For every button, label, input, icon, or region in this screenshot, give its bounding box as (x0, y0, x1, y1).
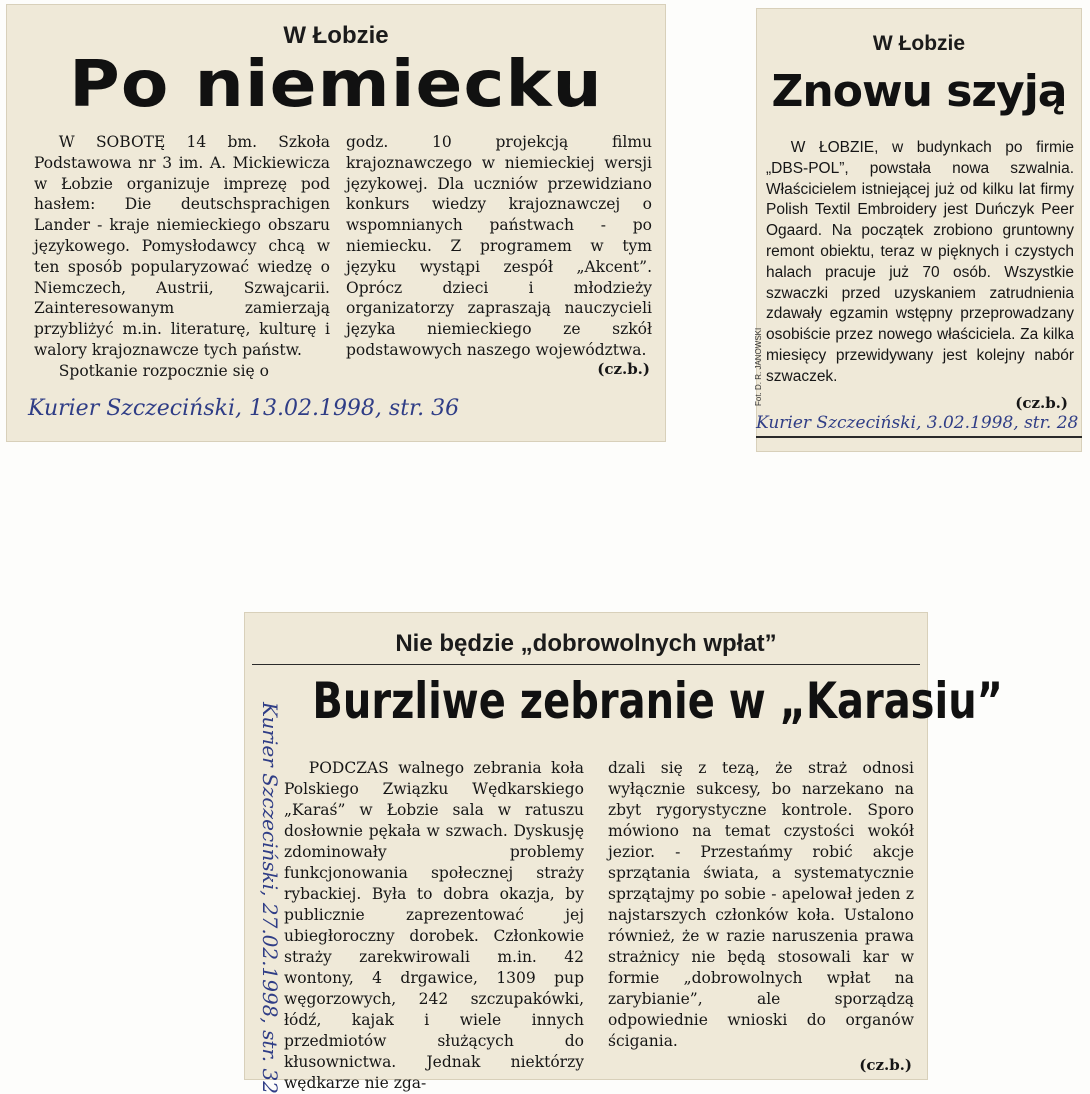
clipping-znowu-szyja (756, 8, 1082, 452)
handwritten-source-note: Kurier Szczeciński, 27.02.1998, str. 32 (258, 702, 282, 1094)
article-paragraph: Spotkanie rozpocznie się o (58, 361, 269, 380)
clipping-kicker: Nie będzie „dobrowolnych wpłat” (395, 630, 777, 657)
article-paragraph: PODCZAS walnego zebrania koła Polskiego Związku Wędkarskiego „Karaś” w Łobzie sala w ratuszu dosłownie pękała w szwach. Dyskusję zdominowały problemy funkcjonowania społecznej straży rybackiej. Była to dobra okazja, by publicznie zaprezentować jej ubiegłoroczny dorobek. Członkowie straży zarekwirowali m.in. 42 wontony, 4 drgawice, 1309 pup węgorzowych, 242 szczupakówki, łódź, kajak i wiele innych przedmiotów służących do kłusownictwa. Jednak niektórzy wędkarze nie zga- (284, 759, 584, 1092)
article-paragraph: W SOBOTĘ 14 bm. Szkoła Podstawowa nr 3 im. A. Mickiewicza w Łobzie organizuje imprezę pod hasłem: Die deutschsprachigen Lander - kraje niemieckiego obszaru językowego. Pomysłodawcy chcą w ten sposób popularyzować wiedzę o Niemczech, Austrii, Szwajcarii. Zainteresowanym zamierzają przybliżyć m.in. literaturę, kulturę i walory krajoznawcze tych państw. (34, 133, 330, 359)
article-column-2 (346, 132, 652, 361)
article-paragraph: dzali się z tezą, że straż odnosi wyłącznie sukcesy, bo narzekano na zbyt rygorystyczne kontrole. Sporo mówiono na temat czystości wokół jezior. - Przestańmy robić akcje sprzątania świata, a systematycznie sprzątajmy po sobie - apelował jeden z najstarszych członków koła. Ustalono również, że w razie naruszenia prawa strażnicy nie będą stosowali kar w formie „dobrowolnych wpłat na zarybianie”, ale sporządzą odpowiednie wnioski do organów ścigania. (608, 759, 914, 1050)
bottom-rule (756, 436, 1082, 438)
photo-credit: Fot. D. R. JANOWSKI (754, 327, 763, 406)
clipping-headline: Znowu szyją (771, 66, 1067, 117)
kicker-rule (252, 664, 920, 665)
author-signature: (cz.b.) (1015, 394, 1068, 412)
handwritten-source-note: Kurier Szczeciński, 3.02.1998, str. 28 (756, 413, 1079, 433)
author-signature: (cz.b.) (859, 1056, 912, 1074)
article-column-1 (34, 132, 330, 382)
clipping-kicker: W Łobzie (872, 32, 966, 55)
clipping-kicker: W Łobzie (283, 22, 389, 49)
clipping-burzliwe-zebranie (244, 612, 1003, 1094)
handwritten-source-note: Kurier Szczeciński, 13.02.1998, str. 36 (28, 396, 460, 421)
clipping-headline: Po niemiecku (69, 48, 603, 122)
author-signature: (cz.b.) (597, 360, 650, 378)
article-body (766, 138, 1074, 388)
article-paragraph: W ŁOBZIE, w budynkach po firmie „DBS-POL”, powstała nowa szwalnia. Właścicielem istniejącej już od kilku lat firmy Polish Textil Embroidery jest Duńczyk Peer Ogaard. Na początek zrobiono gruntowny remont obiektu, teraz w pięknych i czystych halach pracuje już 70 osób. Wszystkie szwaczki przed uzyskaniem zatrudnienia zdawały egzamin wstępny przeprowadzany osobiście przez nowego właściciela. Za kilka miesięcy przewidywany jest kolejny nabór szwaczek. (766, 139, 1074, 385)
article-column-1 (284, 758, 584, 1094)
article-column-2 (608, 758, 914, 1052)
clipping-headline: Burzliwe zebranie w „Karasiu” (312, 672, 1003, 730)
article-paragraph: godz. 10 projekcją filmu krajoznawczego w niemieckiej wersji językowej. Dla uczniów przewidziano konkurs wiedzy krajoznawczej o wspomnianych państwach - po niemiecku. Z programem w tym języku wystąpi zespół „Akcent”. Oprócz dzieci i młodzieży organizatorzy zapraszają nauczycieli języka niemieckiego ze szkół podstawowych naszego województwa. (346, 133, 652, 359)
clipping-po-niemiecku (6, 4, 666, 442)
